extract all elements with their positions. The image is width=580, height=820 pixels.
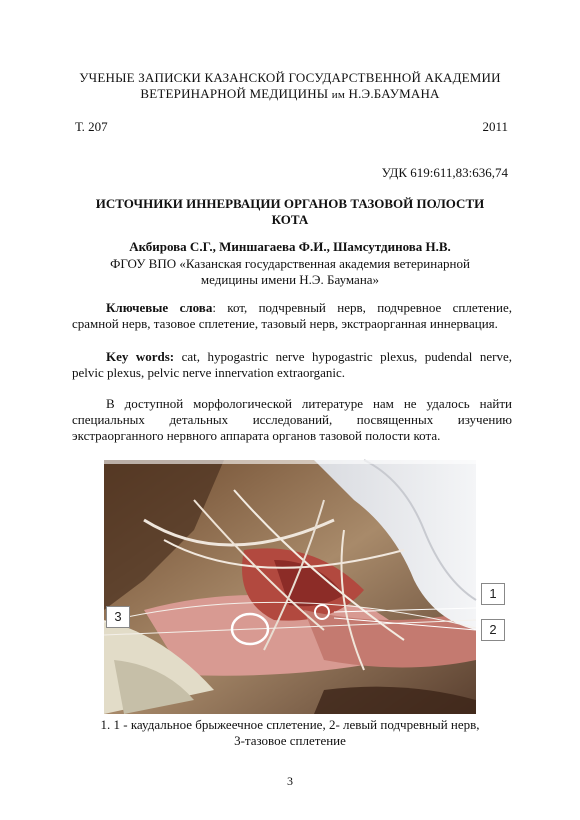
journal-line-2-main: ВЕТЕРИНАРНОЙ МЕДИЦИНЫ — [140, 86, 332, 101]
journal-header — [40, 70, 540, 103]
article-title — [60, 196, 520, 228]
volume-number: Т. 207 — [75, 119, 108, 134]
affiliation-line-1: ФГОУ ВПО «Казанская государственная академия ветеринарной — [110, 256, 470, 271]
keywords-russian-text: : кот, подчревный нерв, подчревное сплетение, срамной нерв, тазовое сплетение, тазовый нерв, экстраорганная иннервация. — [72, 300, 512, 331]
keywords-english — [72, 349, 512, 381]
intro-paragraph: В доступной морфологической литературе нам не удалось найти специальных детальных исследований, посвященных изучению экстраорганного нервного аппарата органов тазовой полости кота. — [72, 396, 512, 443]
journal-line-2 — [40, 86, 540, 103]
figure-label-3: 3 — [106, 606, 130, 628]
keywords-english-label: Key words: — [106, 349, 175, 364]
figure-caption-line-2: 3-тазовое сплетение — [234, 733, 346, 748]
anatomy-photo-image — [104, 460, 476, 714]
authors: Акбирова С.Г., Миншагаева Ф.И., Шамсутдинова Н.В. — [129, 239, 451, 254]
page-number: 3 — [287, 774, 293, 788]
affiliation-line-2: медицины имени Н.Э. Баумана» — [200, 272, 380, 287]
figure-caption-line-1: 1. 1 - каудальное брыжеечное сплетение, 2- левый подчревный нерв, — [100, 717, 480, 732]
figure-label-2: 2 — [481, 619, 505, 641]
article-title-line-2: КОТА — [271, 212, 309, 227]
figure-caption — [60, 717, 520, 749]
keywords-english-text: cat, hypogastric nerve hypogastric plexus, pudendal nerve, pelvic plexus, pelvic nerve innervation extraorganic. — [72, 349, 512, 380]
affiliation — [60, 256, 520, 288]
publication-year: 2011 — [482, 119, 508, 134]
anatomy-photo — [104, 460, 497, 714]
keywords-russian — [72, 300, 512, 332]
keywords-russian-label: Ключевые слова — [106, 300, 213, 315]
journal-line-2-im: им — [331, 89, 346, 101]
journal-line-2-end: Н.Э.БАУМАНА — [345, 86, 440, 101]
journal-line-1: УЧЕНЫЕ ЗАПИСКИ КАЗАНСКОЙ ГОСУДАРСТВЕННОЙ АКАДЕМИИ — [79, 70, 501, 85]
udk-code: УДК 619:611,83:636,74 — [381, 165, 508, 180]
article-title-line-1: ИСТОЧНИКИ ИННЕРВАЦИИ ОРГАНОВ ТАЗОВОЙ ПОЛОСТИ — [95, 196, 485, 211]
figure-label-1: 1 — [481, 583, 505, 605]
